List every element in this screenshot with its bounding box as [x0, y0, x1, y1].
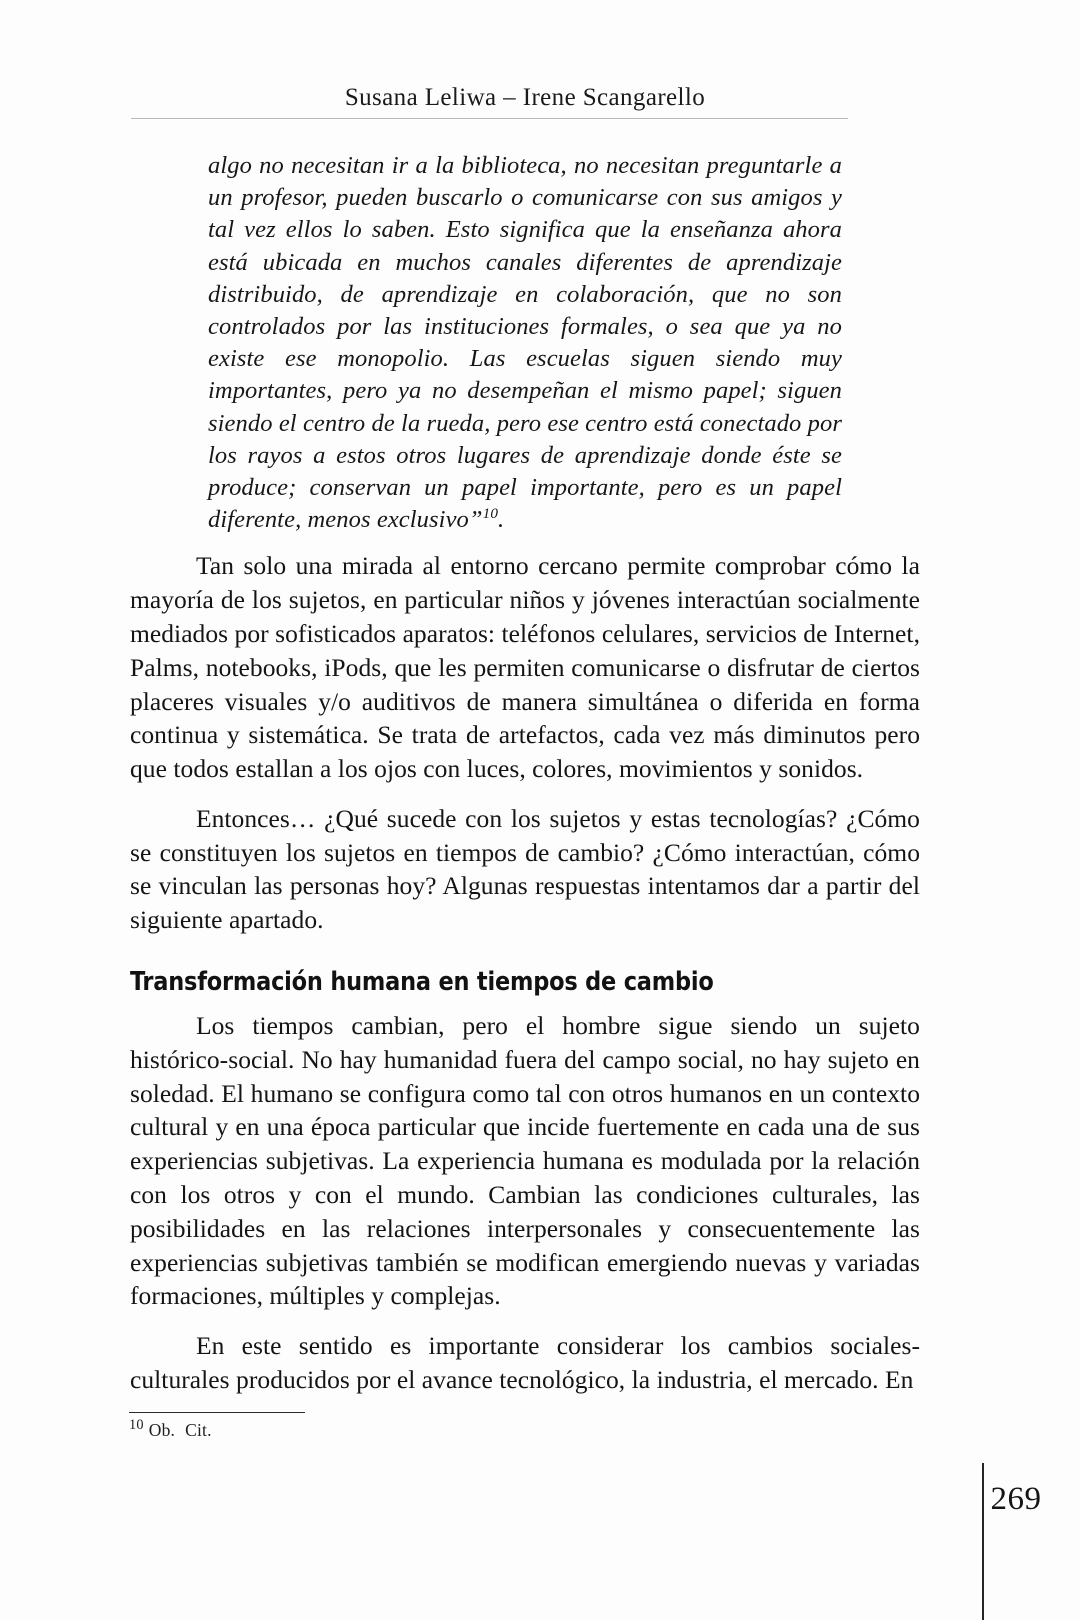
paragraph-entonces: Entonces… ¿Qué sucede con los sujetos y estas tecnologías? ¿Cómo se constituyen los sujetos en tiempos de cambio? ¿Cómo interactúan, cómo se vinculan las personas hoy? Algunas respuestas intentamos dar a partir del siguiente apartado.	[130, 803, 920, 935]
page-number: 269	[990, 1481, 1042, 1517]
block-quote-trailing-period: .	[498, 506, 505, 534]
footnote-reference-marker[interactable]: 10	[482, 505, 499, 523]
footnote-text-ob: Ob.	[148, 1420, 176, 1440]
paragraph-entorno-cercano: Tan solo una mirada al entorno cercano permite comprobar cómo la mayoría de los sujetos, en particular niños y jóvenes interactúan socialmente mediados por sofisticados aparatos: teléfonos celulares, servicios de Internet, Palms, notebooks, iPods, que les permiten comunicarse o disfrutar de ciertos placeres visuales y/o auditivos de manera simultánea o diferida en forma continua y sistemática. Se trata de artefactos, cada vez más diminutos pero que todos estallan a los ojos con luces, colores, movimientos y sonidos.	[130, 551, 920, 784]
paragraph-tiempos-cambian: Los tiempos cambian, pero el hombre sigue siendo un sujeto histórico-social. No hay humanidad fuera del campo social, no hay sujeto en soledad. El humano se configura como tal con otros humanos en un contexto cultural y en una época particular que incide fuertemente en cada una de sus experiencias subjetivas. La experiencia humana es modulada por la relación con los otros y con el mundo. Cambian las condiciones culturales, las posibilidades en las relaciones interpersonales y consecuentemente las experiencias subjetivas también se modifican emergiendo nuevas y variadas formaciones, múltiples y complejas.	[130, 1011, 920, 1311]
footnote	[129, 1417, 729, 1441]
running-head-text: Susana Leliwa – Irene Scangarello	[344, 84, 706, 111]
block-quote-paragraph	[208, 150, 842, 536]
running-head	[130, 84, 920, 112]
footnote-separator-rule	[129, 1412, 305, 1413]
running-head-rule	[131, 118, 848, 119]
footnote-text-cit: Cit.	[185, 1420, 212, 1440]
block-quote	[130, 150, 842, 536]
text-column	[130, 150, 920, 1397]
folio-rule	[982, 1463, 984, 1620]
paragraph-en-este-sentido: En este sentido es importante considerar los cambios sociales-culturales producidos por el avance tecnológico, la industria, el mercado. En	[130, 1331, 920, 1394]
footnote-number: 10	[129, 1417, 144, 1434]
section-heading: Transformación humana en tiempos de cambio	[130, 967, 714, 998]
block-quote-text: algo no necesitan ir a la biblioteca, no necesitan preguntarle a un profesor, pueden buscarlo o comunicarse con sus amigos y tal vez ellos lo saben. Esto significa que la enseñanza ahora está ubicada en muchos canales diferentes de aprendizaje distribuido, de aprendizaje en colaboración, que no son controlados por las instituciones formales, o sea que ya no existe ese monopolio. Las escuelas siguen siendo muy importantes, pero ya no desempeñan el mismo papel; siguen siendo el centro de la rueda, pero ese centro está conectado por los rayos a estos otros lugares de aprendizaje donde éste se produce; conservan un papel importante, pero es un papel diferente, menos exclusivo”	[208, 152, 842, 534]
